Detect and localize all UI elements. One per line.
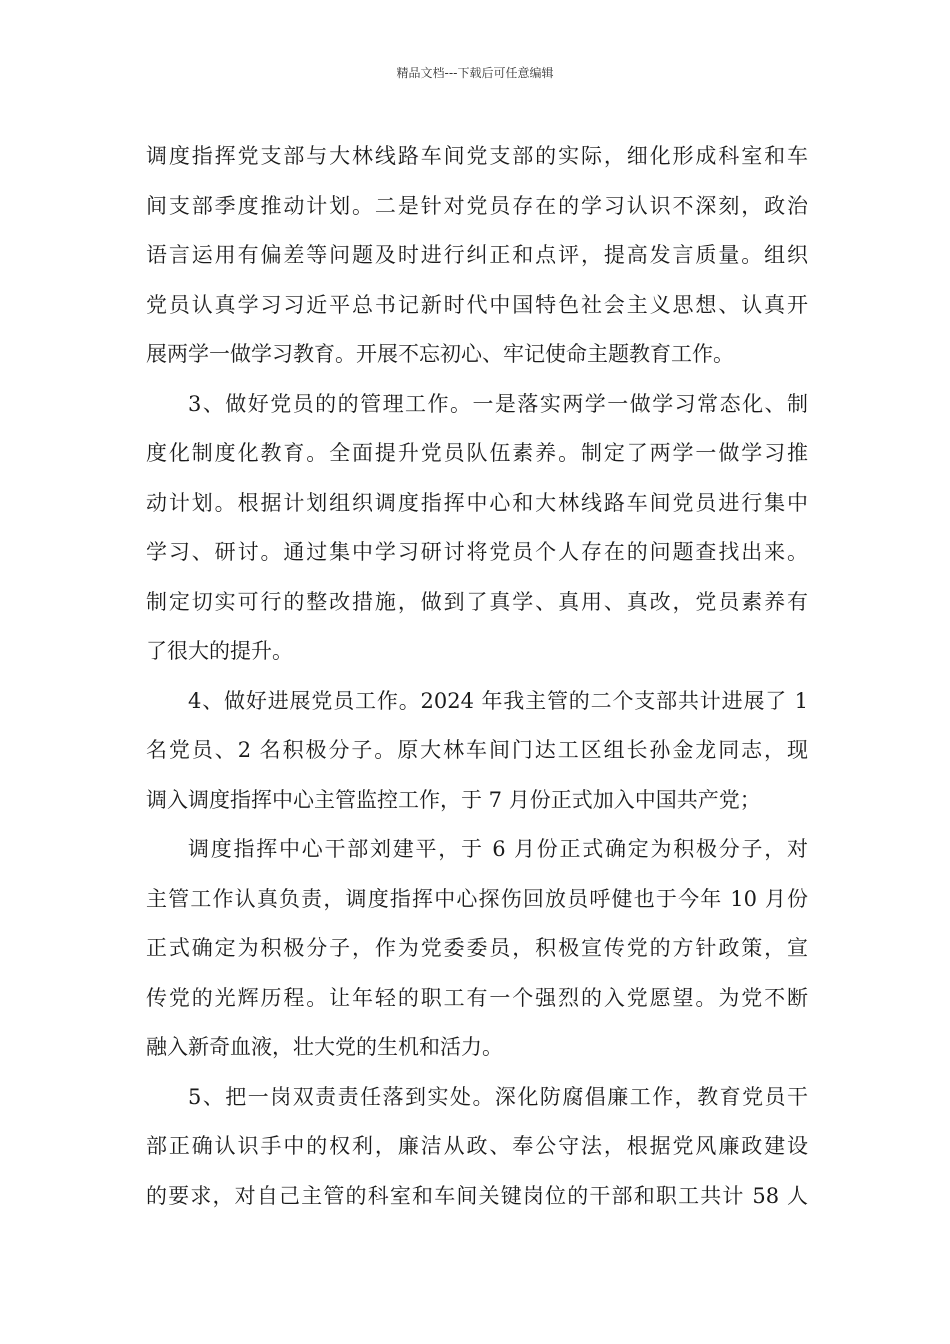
text-line: 5、把一岗双责责任落到实处。深化防腐倡廉工作，教育党员干 [188, 1084, 808, 1109]
text-line: 展两学一做学习教育。开展不忘初心、牢记使命主题教育工作。 [146, 342, 734, 366]
text-line: 调入调度指挥中心主管监控工作，于 7 月份正式加入中国共产党； [146, 787, 761, 812]
text-line: 调度指挥中心干部刘建平，于 6 月份正式确定为积极分子，对 [188, 837, 808, 861]
text-line: 间支部季度推动计划。二是针对党员存在的学习认识不深刻，政治 [146, 193, 808, 218]
page-header: 精品文档---下载后可任意编辑 [396, 66, 554, 80]
text-line: 语言运用有偏差等问题及时进行纠正和点评，提高发言质量。组织 [146, 243, 808, 267]
text-line: 了很大的提升。 [146, 639, 293, 663]
text-line: 正式确定为积极分子，作为党委委员，积极宣传党的方针政策，宣 [146, 936, 808, 960]
paragraph [146, 825, 808, 1073]
text-line: 部正确认识手中的权利，廉洁从政、奉公守法，根据党风廉政建设 [146, 1134, 808, 1158]
text-line: 制定切实可行的整改措施，做到了真学、真用、真改，党员素养有 [146, 589, 808, 614]
paragraph [146, 132, 808, 380]
paragraph [146, 677, 808, 826]
text-line: 的要求，对自己主管的科室和车间关键岗位的干部和职工共计 58 人 [146, 1183, 808, 1208]
text-line: 学习、研讨。通过集中学习研讨将党员个人存在的问题查找出来。 [146, 540, 808, 564]
text-line: 传党的光辉历程。让年轻的职工有一个强烈的入党愿望。为党不断 [146, 985, 808, 1010]
text-line: 调度指挥党支部与大林线路车间党支部的实际，细化形成科室和车 [146, 144, 808, 168]
paragraph [146, 380, 808, 677]
text-line: 动计划。根据计划组织调度指挥中心和大林线路车间党员进行集中 [146, 490, 808, 515]
text-line: 4、做好进展党员工作。2024 年我主管的二个支部共计进展了 1 [188, 688, 808, 713]
text-line: 主管工作认真负责，调度指挥中心探伤回放员呼健也于今年 10 月份 [146, 886, 808, 911]
text-line: 3、做好党员的的管理工作。一是落实两学一做学习常态化、制 [188, 391, 808, 416]
document-body [146, 132, 808, 1221]
text-line: 度化制度化教育。全面提升党员队伍素养。制定了两学一做学习推 [146, 441, 808, 465]
text-line: 名党员、2 名积极分子。原大林车间门达工区组长孙金龙同志，现 [146, 738, 808, 762]
text-line: 融入新奇血液，壮大党的生机和活力。 [146, 1035, 503, 1059]
text-line: 党员认真学习习近平总书记新时代中国特色社会主义思想、认真开 [146, 292, 808, 317]
paragraph [146, 1073, 808, 1222]
